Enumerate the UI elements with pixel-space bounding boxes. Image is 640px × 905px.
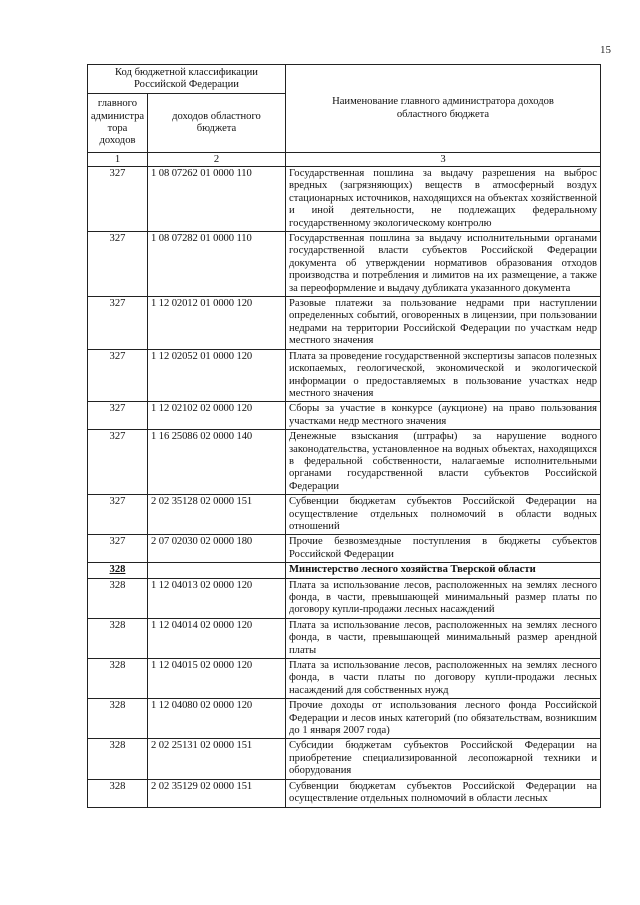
table-body xyxy=(88,167,601,808)
admin-code-cell: 328 xyxy=(88,618,148,658)
column-number: 1 xyxy=(88,153,148,167)
table-row xyxy=(88,297,601,350)
revenue-code-cell: 1 12 04080 02 0000 120 xyxy=(148,699,286,739)
admin-code-cell: 327 xyxy=(88,535,148,563)
revenue-code-cell: 2 07 02030 02 0000 180 xyxy=(148,535,286,563)
table-row xyxy=(88,779,601,807)
admin-code-cell: 328 xyxy=(88,739,148,779)
revenue-code-cell: 1 16 25086 02 0000 140 xyxy=(148,430,286,495)
revenue-name-cell: Прочие безвозмездные поступления в бюджеты субъектов Российской Федерации xyxy=(286,535,601,563)
column-number: 3 xyxy=(286,153,601,167)
header-group-title: Код бюджетной классификации Российской Федерации xyxy=(88,65,286,94)
revenue-code-cell: 1 12 04015 02 0000 120 xyxy=(148,659,286,699)
header-code-column: доходов областного бюджета xyxy=(148,94,286,153)
admin-code-cell: 327 xyxy=(88,297,148,350)
admin-code-cell: 327 xyxy=(88,232,148,297)
table-row xyxy=(88,402,601,430)
table-row xyxy=(88,739,601,779)
revenue-name-cell: Прочие доходы от использования лесного фонда Российской Федерации и лесов иных категорий (по обязательствам, возникшим до 1 января 2007 года) xyxy=(286,699,601,739)
admin-code-cell: 328 xyxy=(88,578,148,618)
table-row xyxy=(88,699,601,739)
table-row xyxy=(88,430,601,495)
admin-code-cell: 327 xyxy=(88,402,148,430)
revenue-name-cell: Субвенции бюджетам субъектов Российской Федерации на осуществление отдельных полномочий в области водных отношений xyxy=(286,495,601,535)
budget-classification-table xyxy=(87,64,601,808)
revenue-code-cell: 2 02 35128 02 0000 151 xyxy=(148,495,286,535)
admin-code-cell: 328 xyxy=(88,699,148,739)
revenue-name-cell: Плата за проведение государственной экспертизы запасов полезных ископаемых, геологической, экономической и экологической информации о предоставляемых в пользование участках недр местного значения xyxy=(286,349,601,402)
table-row xyxy=(88,618,601,658)
revenue-code-cell: 1 12 04013 02 0000 120 xyxy=(148,578,286,618)
revenue-name-cell: Плата за использование лесов, расположенных на землях лесного фонда, в части, превышающей минимальный размер платы по договору купли-продажи лесных насаждений xyxy=(286,578,601,618)
revenue-code-cell: 1 12 02012 01 0000 120 xyxy=(148,297,286,350)
header-admin-column: главного администра тора доходов xyxy=(88,94,148,153)
column-number: 2 xyxy=(148,153,286,167)
revenue-code-cell: 1 08 07262 01 0000 110 xyxy=(148,167,286,232)
revenue-code-cell: 1 12 02102 02 0000 120 xyxy=(148,402,286,430)
revenue-name-cell: Сборы за участие в конкурсе (аукционе) на право пользования участками недр местного значения xyxy=(286,402,601,430)
admin-code-cell: 327 xyxy=(88,495,148,535)
revenue-code-cell: 1 12 02052 01 0000 120 xyxy=(148,349,286,402)
page-number: 15 xyxy=(600,44,611,56)
revenue-name-cell: Субсидии бюджетам субъектов Российской Федерации на приобретение специализированной лесопожарной техники и оборудования xyxy=(286,739,601,779)
revenue-name-cell: Денежные взыскания (штрафы) за нарушение водного законодательства, установленное на водных объектах, находящихся в федеральной собственности, налагаемые исполнительными органами государственной власти субъектов Российской Федерации xyxy=(286,430,601,495)
table-row xyxy=(88,167,601,232)
revenue-name-cell: Разовые платежи за пользование недрами при наступлении определенных событий, оговоренных в лицензии, при пользовании недрами на территории Российской Федерации по участкам недр местного значения xyxy=(286,297,601,350)
admin-code-cell: 327 xyxy=(88,167,148,232)
table-row xyxy=(88,535,601,563)
revenue-code-cell: 2 02 35129 02 0000 151 xyxy=(148,779,286,807)
admin-code-cell: 327 xyxy=(88,349,148,402)
table-row xyxy=(88,232,601,297)
revenue-code-cell: 1 08 07282 01 0000 110 xyxy=(148,232,286,297)
table-row xyxy=(88,349,601,402)
revenue-name-cell: Государственная пошлина за выдачу разрешения на выброс вредных (загрязняющих) веществ в атмосферный воздух стационарных источников, находящихся на объектах хозяйственной и иной деятельности, не подлежащих федеральному государственному экологическому контролю xyxy=(286,167,601,232)
admin-code-cell: 328 xyxy=(88,779,148,807)
revenue-code-cell: 2 02 25131 02 0000 151 xyxy=(148,739,286,779)
revenue-code-cell: 1 12 04014 02 0000 120 xyxy=(148,618,286,658)
header-row-1 xyxy=(88,65,601,94)
column-numbers-row xyxy=(88,153,601,167)
admin-code-cell: 327 xyxy=(88,430,148,495)
revenue-name-cell: Государственная пошлина за выдачу исполнительными органами государственной власти субъектов Российской Федерации документа об утверждении нормативов образования отходов производства и потребления и лимитов на их размещение, а также за переоформление и выдачу дубликата указанного документа xyxy=(286,232,601,297)
table-row xyxy=(88,578,601,618)
revenue-name-cell: Субвенции бюджетам субъектов Российской Федерации на осуществление отдельных полномочий в области лесных xyxy=(286,779,601,807)
revenue-name-cell: Министерство лесного хозяйства Тверской области xyxy=(286,563,601,578)
table-row xyxy=(88,659,601,699)
revenue-name-cell: Плата за использование лесов, расположенных на землях лесного фонда, в части платы по договору купли-продажи лесных насаждений для собственных нужд xyxy=(286,659,601,699)
admin-code-cell: 328 xyxy=(88,563,148,578)
revenue-name-cell: Плата за использование лесов, расположенных на землях лесного фонда, в части, превышающей минимальный размер арендной платы xyxy=(286,618,601,658)
revenue-code-cell xyxy=(148,563,286,578)
header-name-column: Наименование главного администратора доходов областного бюджета xyxy=(286,65,601,153)
table-row xyxy=(88,495,601,535)
admin-code-cell: 328 xyxy=(88,659,148,699)
section-header-row xyxy=(88,563,601,578)
